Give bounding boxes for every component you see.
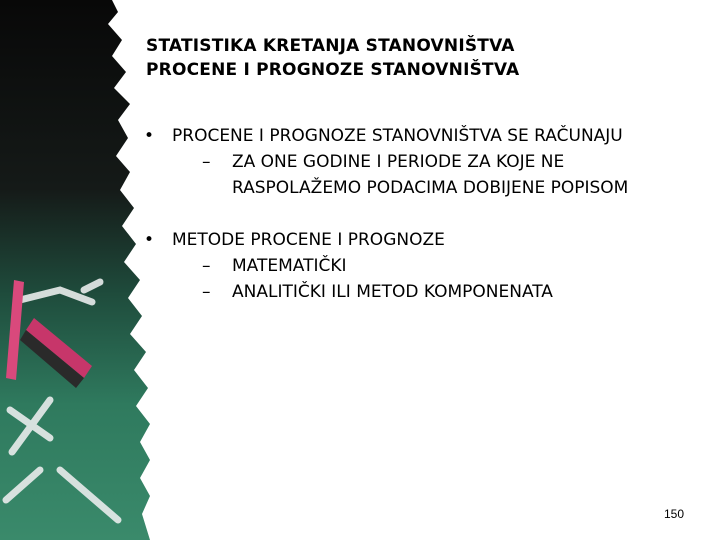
chalkboard-decoration xyxy=(0,0,150,540)
slide-content xyxy=(144,123,684,305)
sub-bullet-marker: – xyxy=(202,152,211,172)
slide-title xyxy=(146,34,686,82)
sub-bullet-item xyxy=(172,253,684,279)
sub-bullet-marker: – xyxy=(202,282,211,302)
sub-bullet-item xyxy=(172,149,684,201)
sub-bullet-item xyxy=(172,279,684,305)
bullet-text: • METODE PROCENE I PROGNOZE xyxy=(172,230,445,250)
sub-bullet-marker: – xyxy=(202,256,211,276)
title-line: STATISTIKA KRETANJA STANOVNIŠTVA xyxy=(146,36,515,56)
sub-bullet-text: MATEMATIČKI xyxy=(232,256,347,276)
page-number: 150 xyxy=(663,507,684,521)
bullet-item xyxy=(144,227,684,305)
sub-bullet-text: ANALITIČKI ILI METOD KOMPONENATA xyxy=(232,282,553,302)
bullet-item xyxy=(144,123,684,201)
title-line: PROCENE I PROGNOZE STANOVNIŠTVA xyxy=(146,60,520,80)
sub-bullet-text: ZA ONE GODINE I PERIODE ZA KOJE NE RASPOLAŽEMO PODACIMA DOBIJENE POPISOM xyxy=(232,152,629,198)
bullet-text: • PROCENE I PROGNOZE STANOVNIŠTVA SE RAČUNAJU xyxy=(172,126,623,146)
